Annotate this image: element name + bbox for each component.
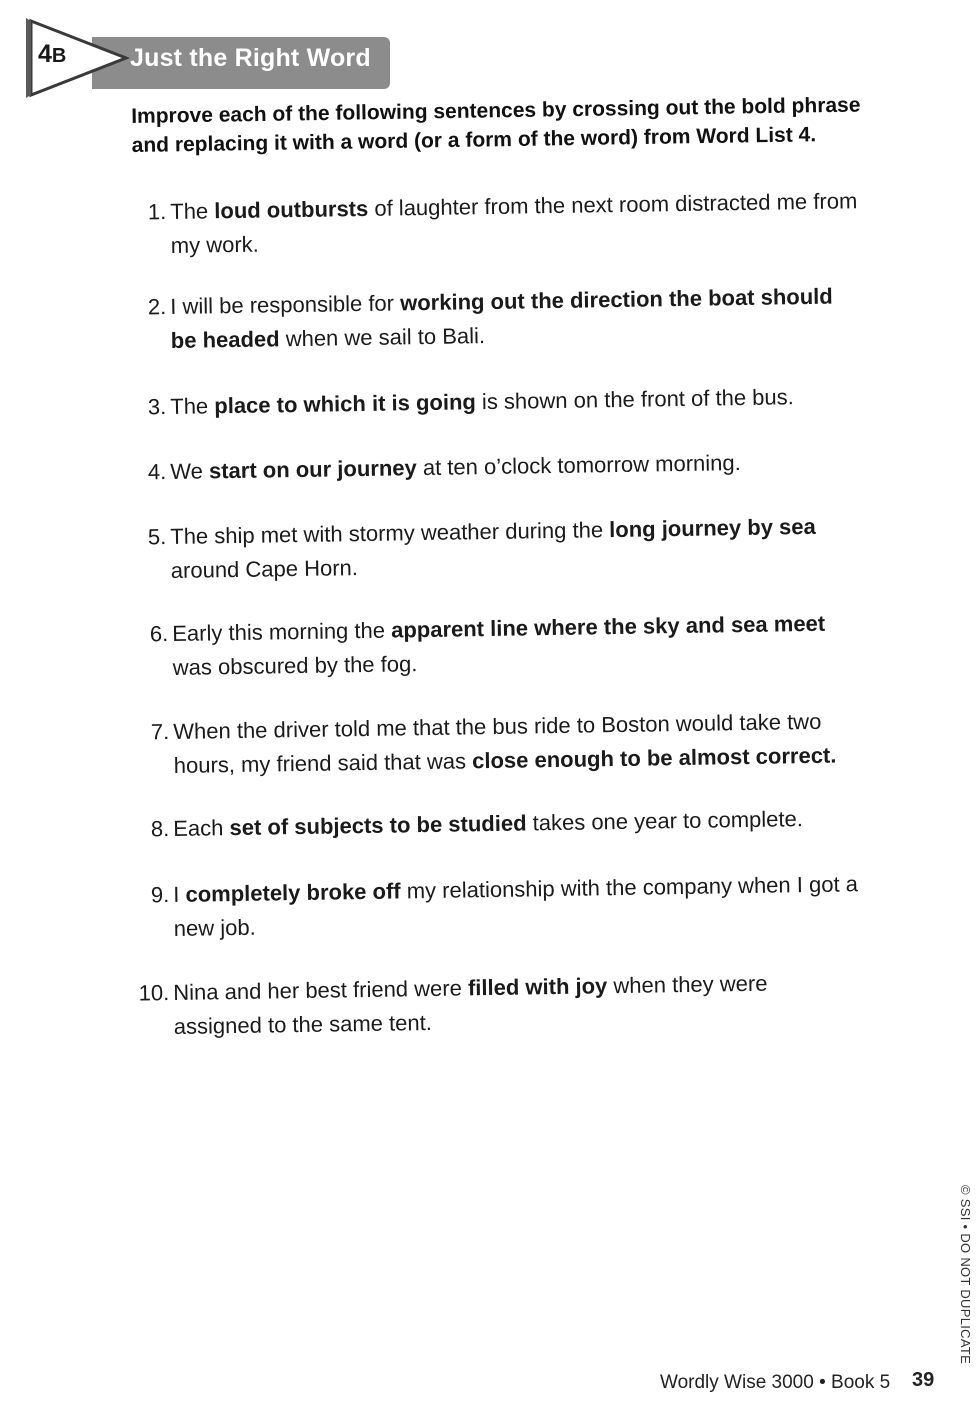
bold-phrase: loud outbursts [214,195,369,224]
bold-phrase: start on our journey [208,455,417,484]
section-title: Just the Right Word [130,44,371,72]
exercise-item [147,509,851,588]
item-number: 8. [150,816,170,842]
bold-phrase: place to which it is going [214,389,477,419]
item-number: 5. [147,524,167,550]
book-title-footer: Wordly Wise 3000 • Book 5 [660,1372,891,1393]
instructions: Improve each of the following sentences by crossing out the bold phrase and replacing it with a word (or a form of the word) from Word List 4. [131,93,861,157]
exercise-item [147,444,890,489]
item-sentence: Each set of subjects to be studied takes one year to complete. [173,806,804,841]
item-sentence: The place to which it is going is shown on the front of the bus. [170,384,794,419]
bold-phrase: completely broke off [185,878,401,907]
item-sentence: We start on our journey at ten o’clock tomorrow morning. [170,450,741,484]
item-number: 4. [147,459,167,485]
exercise-item [147,184,891,263]
item-sentence: The ship met with stormy weather during the long journey by sea around Cape Horn. [170,513,816,583]
item-number: 9. [150,882,170,908]
item-sentence: I completely broke off my relationship with the company when I got a new job. [173,871,859,941]
item-number: 10. [138,980,170,1006]
exercise-item [147,279,851,358]
item-number: 2. [147,294,167,320]
item-sentence: Nina and her best friend were filled with joy when they were assigned to the same tent. [173,970,768,1039]
exercise-item [150,801,893,846]
item-sentence: The loud outbursts of laughter from the next room distracted me from my work. [170,188,858,258]
lesson-label: 4B [38,40,67,68]
copyright-notice: © SSI • DO NOT DUPLICATE [958,1185,973,1365]
exercise-item [138,966,814,1044]
item-sentence: I will be responsible for working out the direction the boat should be headed when we sail to Bali. [170,283,833,353]
bold-phrase: long journey by sea [608,513,816,543]
exercise-item [150,867,884,946]
item-number: 7. [150,719,170,745]
item-sentence: Early this morning the apparent line where the sky and sea meet was obscured by the fog. [172,610,826,680]
item-number: 1. [147,199,167,225]
item-sentence: When the driver told me that the bus ride to Boston would take two hours, my friend said that was close enough to be almost correct. [173,708,837,778]
item-number: 3. [147,394,167,420]
bold-phrase: close enough to be almost correct. [471,742,837,774]
exercise-item [147,379,890,424]
exercise-item [149,606,853,685]
exercise-item [150,704,864,783]
bold-phrase: set of subjects to be studied [229,810,527,841]
bold-phrase: apparent line where the sky and sea meet [390,610,826,643]
item-number: 6. [149,621,169,647]
page-number: 39 [912,1369,935,1391]
bold-phrase: filled with joy [467,973,608,1001]
bold-phrase: working out the direction the boat should be headed [170,283,833,353]
